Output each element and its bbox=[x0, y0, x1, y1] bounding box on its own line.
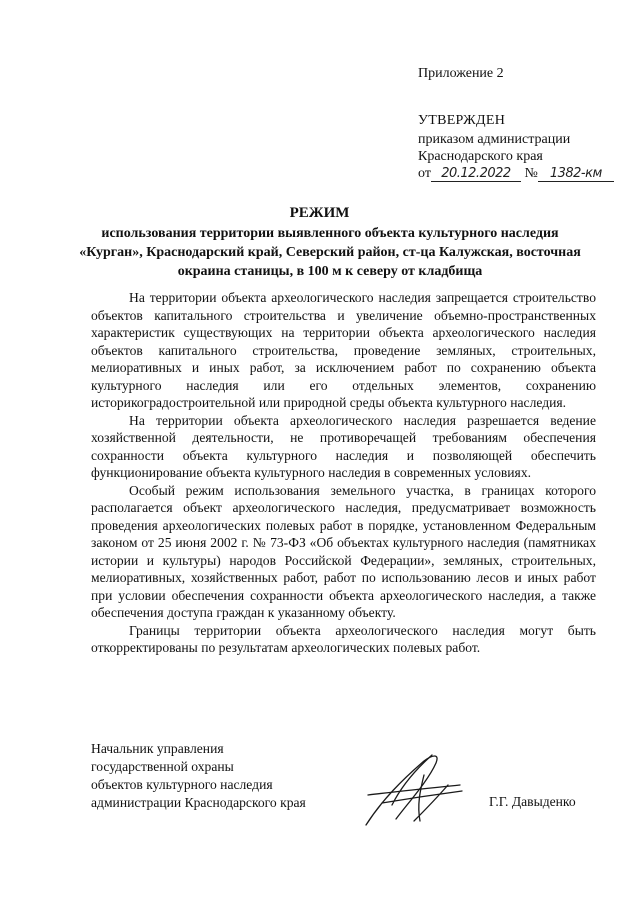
approved-heading: УТВЕРЖДЕН bbox=[418, 113, 506, 128]
order-date: 20.12.2022 bbox=[431, 166, 521, 182]
paragraph-3: Особый режим использования земельного участка, в границах которого располагается объект археологического наследия, предусматривает возможность проведения археологических полевых работ в порядке, установленном Федеральным законом от 25 июня 2002 г. № 73-ФЗ «Об объектах культурного наследия (памятниках истории и культуры) народов Российской Федерации», земляных, строительных, мелиоративных, хозяйственных работ, работ по использованию лесов и иных работ при условии обеспечения сохранности объекта археологического наследия, а также обеспечения доступа граждан к указанному объекту. bbox=[91, 482, 596, 620]
paragraph-1: На территории объекта археологического наследия запрещается строительство объектов капитального строительства и увеличение объемно-пространственных характеристик существующих на территории объекта археологического наследия объектов капитального строительства, проведение земляных, строительных, мелиоративных и иных работ, за исключением работ по сохранению объекта культурного наследия или его отдельных элементов, сохранению историкоградостроительной или природной среды объекта культурного наследия. bbox=[91, 290, 596, 410]
signatory-title-line-1: Начальник управления bbox=[91, 741, 224, 756]
signatory-title-line-4: администрации Краснодарского края bbox=[91, 795, 306, 810]
signatory-title bbox=[91, 740, 306, 812]
order-line bbox=[418, 166, 614, 182]
handwritten-signature-icon bbox=[362, 745, 472, 835]
paragraph-4: Границы территории объекта археологического наследия могут быть откорректированы по результатам археологических полевых работ. bbox=[91, 622, 596, 655]
order-prefix: от bbox=[418, 166, 431, 181]
document-body bbox=[91, 289, 596, 657]
signatory-title-line-3: объектов культурного наследия bbox=[91, 777, 273, 792]
approved-by bbox=[418, 131, 570, 165]
appendix-label: Приложение 2 bbox=[418, 66, 504, 81]
signatory-name: Г.Г. Давыденко bbox=[489, 794, 576, 809]
approved-by-line-1: приказом администрации bbox=[418, 132, 571, 147]
order-number-prefix: № bbox=[524, 166, 538, 181]
order-number: 1382-км bbox=[538, 166, 614, 182]
document-subtitle: использования территории выявленного объекта культурного наследия «Курган», Краснодарский край, Северский район, ст-ца Калужская, восточная окраина станицы, в 100 м к северу от кладбища bbox=[79, 226, 581, 279]
document-title: РЕЖИМ bbox=[289, 205, 350, 221]
paragraph-2: На территории объекта археологического наследия разрешается ведение хозяйственной деятельности, не противоречащей требованиям обеспечения сохранности объекта культурного наследия и позволяющей обеспечить функционирование объекта культурного наследия в современных условиях. bbox=[91, 412, 596, 480]
approved-by-line-2: Краснодарского края bbox=[418, 149, 543, 164]
signatory-title-line-2: государственной охраны bbox=[91, 759, 234, 774]
